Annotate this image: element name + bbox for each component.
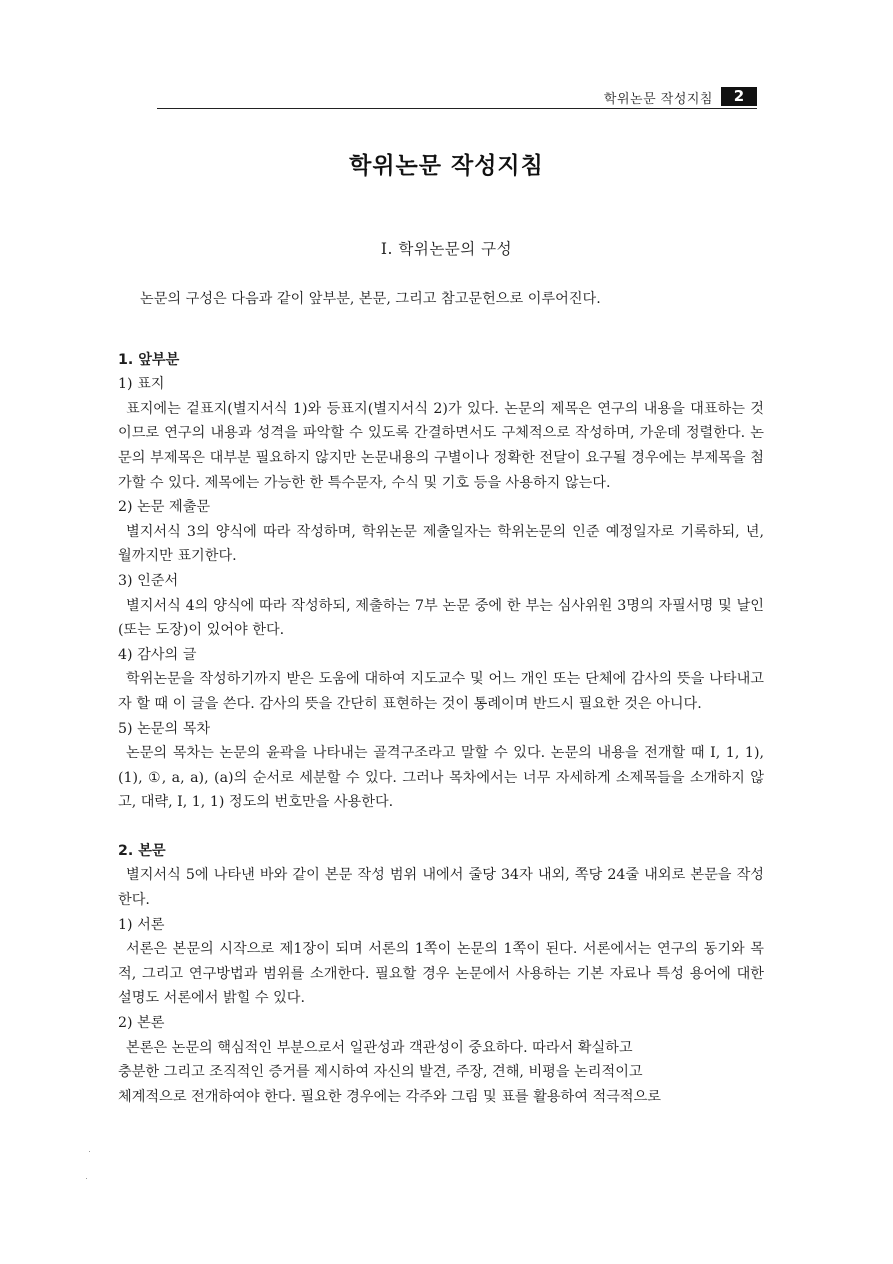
subsection-heading-cover: 1) 표지 [118, 376, 165, 393]
page-number-badge: 2 [721, 87, 757, 106]
running-header [157, 86, 757, 109]
paragraph-main-discussion-line-3: 체계적으로 전개하여야 한다. 필요한 경우에는 각주와 그림 및 표를 활용하여 적극적으로 [118, 1088, 661, 1105]
intro-paragraph: 논문의 구성은 다음과 같이 앞부분, 본문, 그리고 참고문헌으로 이루어진다. [140, 291, 601, 307]
document-body [118, 287, 764, 1109]
section-heading-main-body: 2. 본문 [118, 842, 166, 859]
paragraph-cover: 표지에는 겉표지(별지서식 1)와 등표지(별지서식 2)가 있다. 논문의 제목은 연구의 내용을 대표하는 것이므로 연구의 내용과 성격을 파악할 수 있도록 간결하면서도 구체적으로 작성하며, 가운데 정렬한다. 논문의 부제목은 대부분 필요하지 않지만 논문내용의 구별이나 정확한 전달이 요구될 경우에는 부제목을 첨가할 수 있다. 제목에는 가능한 한 특수문자, 수식 및 기호 등을 사용하지 않는다. [118, 400, 764, 491]
running-title: 학위논문 작성지침 [603, 92, 713, 107]
paragraph-submission: 별지서식 3의 양식에 따라 작성하며, 학위논문 제출일자는 학위논문의 인준 예정일자로 기록하되, 년, 월까지만 표기한다. [118, 523, 764, 565]
paragraph-approval: 별지서식 4의 양식에 따라 작성하되, 제출하는 7부 논문 중에 한 부는 심사위원 3명의 자필서명 및 날인(또는 도장)이 있어야 한다. [118, 597, 764, 639]
subsection-heading-submission: 2) 논문 제출문 [118, 499, 211, 516]
section-heading-front-matter: 1. 앞부분 [118, 351, 180, 368]
subsection-heading-acknowledgement: 4) 감사의 글 [118, 646, 197, 663]
paragraph-introduction: 서론은 본문의 시작으로 제1장이 되며 서론의 1쪽이 논문의 1쪽이 된다. 서론에서는 연구의 동기와 목적, 그리고 연구방법과 범위를 소개한다. 필요할 경우 논문에서 사용하는 기본 자료나 특성 용어에 대한 설명도 서론에서 밝힐 수 있다. [118, 941, 764, 1007]
scan-speck [86, 1178, 87, 1179]
subsection-heading-toc: 5) 논문의 목차 [118, 720, 211, 737]
subsection-heading-approval: 3) 인준서 [118, 572, 179, 589]
paragraph-acknowledgement: 학위논문을 작성하기까지 받은 도움에 대하여 지도교수 및 어느 개인 또는 단체에 감사의 뜻을 나타내고자 할 때 이 글을 쓴다. 감사의 뜻을 간단히 표현하는 것이 통례이며 반드시 필요한 것은 아니다. [118, 671, 764, 712]
section-spacer [118, 815, 764, 839]
scan-speck [89, 1151, 90, 1152]
document-title: 학위논문 작성지침 [349, 153, 544, 179]
paragraph-main-body: 별지서식 5에 나타낸 바와 같이 본문 작성 범위 내에서 줄당 34자 내외, 쪽당 24줄 내외로 본문을 작성한다. [118, 867, 764, 909]
chapter-heading: I. 학위논문의 구성 [380, 240, 513, 258]
paragraph-toc: 논문의 목차는 논문의 윤곽을 나타내는 골격구조라고 말할 수 있다. 논문의 내용을 전개할 때 I, 1, 1), (1), ①, a, a), (a)의 순서로 세분할 수 있다. 그러나 목차에서는 너무 자세하게 소제목들을 소개하지 않고, 대략, I, 1, 1) 정도의 번호만을 사용한다. [118, 745, 764, 811]
paragraph-main-discussion-line-2: 충분한 그리고 조직적인 증거를 제시하여 자신의 발견, 주장, 견해, 비평을 논리적이고 [118, 1064, 643, 1081]
subsection-heading-introduction: 1) 서론 [118, 916, 165, 933]
paragraph-main-discussion-line-1: 본론은 논문의 핵심적인 부분으로서 일관성과 객관성이 중요하다. 따라서 확실하고 [126, 1039, 633, 1056]
subsection-heading-main-discussion: 2) 본론 [118, 1015, 165, 1032]
